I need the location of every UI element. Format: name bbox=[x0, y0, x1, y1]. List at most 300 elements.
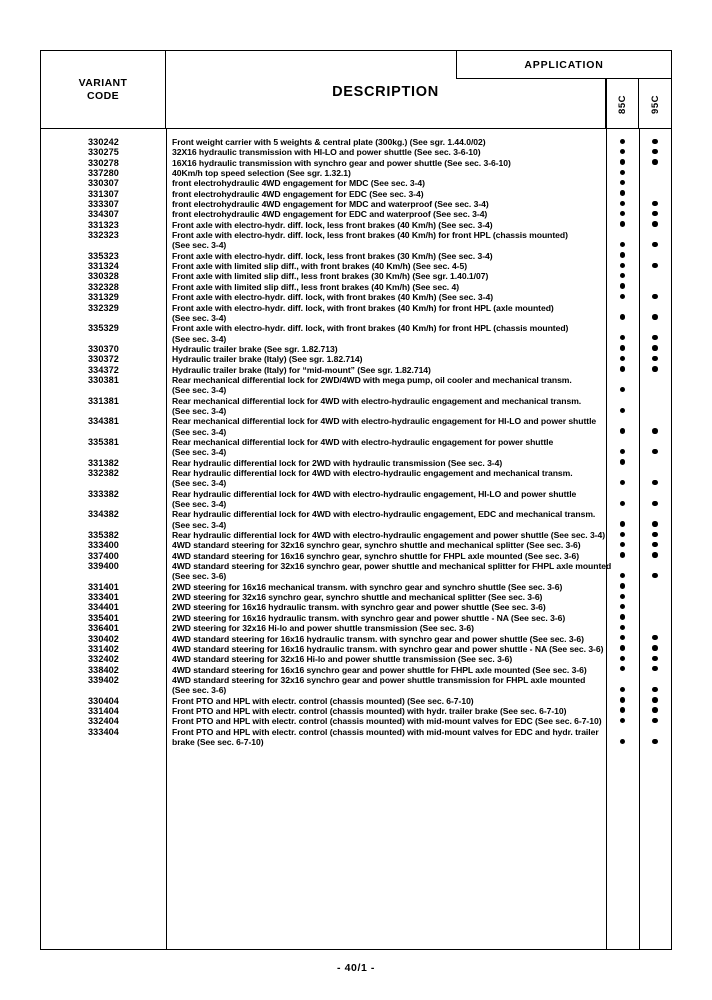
table-row bbox=[41, 685, 671, 695]
filled-dot-icon bbox=[620, 294, 625, 299]
description-cell: (See sec. 3-4) bbox=[172, 426, 227, 437]
description-cell: Rear hydraulic differential lock for 4WD with electro-hydraulic engagement and mechanical transm. bbox=[172, 468, 573, 478]
filled-dot-icon bbox=[620, 656, 625, 661]
filled-dot-icon bbox=[652, 480, 657, 485]
application-marker-85c bbox=[606, 644, 639, 654]
description-cell: (See sec. 3-4) bbox=[172, 447, 227, 458]
description-cell: 2WD steering for 16x16 hydraulic transm. with synchro gear and power shuttle (See sec. 3-6) bbox=[172, 602, 546, 613]
filled-dot-icon bbox=[652, 294, 657, 299]
variant-code-cell: 334372 bbox=[88, 364, 119, 375]
application-marker-85c bbox=[606, 540, 639, 550]
empty-marker bbox=[652, 459, 657, 464]
empty-marker bbox=[652, 511, 657, 516]
variant-code-cell: 333400 bbox=[88, 540, 119, 551]
filled-dot-icon bbox=[620, 635, 625, 640]
table-row bbox=[41, 385, 671, 395]
description-cell: Hydraulic trailer brake (See sgr. 1.82.713) bbox=[172, 343, 338, 354]
table-row bbox=[41, 478, 671, 488]
table-row bbox=[41, 147, 671, 157]
filled-dot-icon bbox=[620, 718, 625, 723]
application-marker-85c bbox=[606, 334, 639, 344]
application-marker-95c bbox=[639, 375, 671, 385]
filled-dot-icon bbox=[620, 408, 625, 413]
application-marker-95c bbox=[639, 520, 671, 530]
table-row bbox=[41, 313, 671, 323]
variant-code-cell: 330370 bbox=[88, 343, 119, 354]
application-marker-95c bbox=[639, 344, 671, 354]
table-row bbox=[41, 230, 671, 240]
application-marker-95c bbox=[639, 696, 671, 706]
variant-code-cell: 334401 bbox=[88, 602, 119, 613]
application-marker-95c bbox=[639, 727, 671, 737]
description-cell: (See sec. 3-4) bbox=[172, 519, 227, 530]
variant-code-cell: 335323 bbox=[88, 250, 119, 261]
description-cell: 32X16 hydraulic transmission with HI-LO and power shuttle (See sec. 3-6-10) bbox=[172, 147, 481, 158]
application-marker-95c bbox=[639, 209, 671, 219]
description-cell: Front axle with electro-hydr. diff. lock, with front brakes (40 Km/h) for front HPL (chassis mounted) bbox=[172, 323, 569, 334]
description-cell: Rear mechanical differential lock for 4WD with electro-hydraulic engagement for power shuttle bbox=[172, 436, 554, 447]
application-marker-95c bbox=[639, 189, 671, 199]
variant-code-cell: 332329 bbox=[88, 302, 119, 313]
filled-dot-icon bbox=[652, 449, 657, 454]
application-marker-95c bbox=[639, 437, 671, 447]
filled-dot-icon bbox=[652, 159, 657, 164]
page-number: - 40/1 - bbox=[336, 962, 376, 974]
variant-code-cell: 331404 bbox=[88, 705, 119, 716]
empty-marker bbox=[620, 470, 625, 475]
application-marker-95c bbox=[639, 323, 671, 333]
empty-marker bbox=[652, 625, 657, 630]
filled-dot-icon bbox=[652, 366, 657, 371]
variant-code-cell: 333307 bbox=[88, 199, 119, 210]
filled-dot-icon bbox=[620, 459, 625, 464]
filled-dot-icon bbox=[620, 707, 625, 712]
application-marker-85c bbox=[606, 623, 639, 633]
filled-dot-icon bbox=[620, 666, 625, 671]
variant-code-cell: 331402 bbox=[88, 643, 119, 654]
description-cell: Hydraulic trailer brake (Italy) for “mid-mount” (See sgr. 1.82.714) bbox=[172, 364, 431, 375]
filled-dot-icon bbox=[620, 387, 625, 392]
empty-marker bbox=[620, 325, 625, 330]
filled-dot-icon bbox=[620, 449, 625, 454]
application-marker-95c bbox=[639, 530, 671, 540]
filled-dot-icon bbox=[652, 645, 657, 650]
variant-code-cell: 330278 bbox=[88, 157, 119, 168]
filled-dot-icon bbox=[620, 283, 625, 288]
application-marker-95c bbox=[639, 427, 671, 437]
filled-dot-icon bbox=[652, 428, 657, 433]
header-cell-model-95c bbox=[639, 79, 671, 129]
application-marker-95c bbox=[639, 334, 671, 344]
application-label: APPLICATION bbox=[524, 58, 604, 71]
application-marker-95c bbox=[639, 313, 671, 323]
empty-marker bbox=[652, 470, 657, 475]
application-marker-95c bbox=[639, 230, 671, 240]
filled-dot-icon bbox=[620, 335, 625, 340]
empty-marker bbox=[652, 583, 657, 588]
application-marker-85c bbox=[606, 571, 639, 581]
application-marker-95c bbox=[639, 447, 671, 457]
table-row bbox=[41, 613, 671, 623]
empty-marker bbox=[652, 180, 657, 185]
filled-dot-icon bbox=[620, 366, 625, 371]
filled-dot-icon bbox=[620, 697, 625, 702]
variant-code-cell: 333401 bbox=[88, 592, 119, 603]
filled-dot-icon bbox=[652, 501, 657, 506]
application-marker-85c bbox=[606, 551, 639, 561]
application-marker-95c bbox=[639, 644, 671, 654]
application-marker-85c bbox=[606, 220, 639, 230]
description-cell: Rear hydraulic differential lock for 4WD with electro-hydraulic engagement, HI-LO and power shuttle bbox=[172, 488, 577, 499]
application-marker-85c bbox=[606, 582, 639, 592]
description-cell: Front axle with electro-hydr. diff. lock, less front brakes (40 Km/h) for front HPL (chassis mounted) bbox=[172, 230, 568, 241]
table-row bbox=[41, 499, 671, 509]
description-cell: Rear mechanical differential lock for 4WD with electro-hydraulic engagement for HI-LO and power shuttle bbox=[172, 416, 597, 427]
description-cell: (See sec. 3-4) bbox=[172, 312, 227, 323]
table-header bbox=[41, 51, 671, 129]
application-marker-85c bbox=[606, 282, 639, 292]
variant-code-cell: 331329 bbox=[88, 292, 119, 303]
filled-dot-icon bbox=[620, 149, 625, 154]
description-cell: Front axle with limited slip diff., with front brakes (40 Km/h) (See sec. 4-5) bbox=[172, 261, 468, 272]
description-label: DESCRIPTION bbox=[332, 83, 439, 100]
variant-code-cell: 335401 bbox=[88, 612, 119, 623]
table-row bbox=[41, 696, 671, 706]
empty-marker bbox=[652, 490, 657, 495]
filled-dot-icon bbox=[620, 521, 625, 526]
description-cell: Rear hydraulic differential lock for 2WD with hydraulic transmission (See sec. 3-4) bbox=[172, 457, 503, 468]
description-cell: (See sec. 3-4) bbox=[172, 333, 227, 344]
table-row bbox=[41, 571, 671, 581]
description-cell: (See sec. 3-4) bbox=[172, 385, 227, 396]
filled-dot-icon bbox=[620, 739, 625, 744]
description-cell: front electrohydraulic 4WD engagement for MDC (See sec. 3-4) bbox=[172, 178, 425, 189]
empty-marker bbox=[652, 728, 657, 733]
application-marker-85c bbox=[606, 675, 639, 685]
variant-code-cell: 335382 bbox=[88, 530, 119, 541]
filled-dot-icon bbox=[620, 604, 625, 609]
application-marker-85c bbox=[606, 685, 639, 695]
description-cell: Front axle with electro-hydr. diff. lock, less front brakes (30 Km/h) (See sec. 3-4) bbox=[172, 250, 493, 261]
empty-marker bbox=[652, 604, 657, 609]
description-cell: 4WD standard steering for 16x16 synchro gear, synchro shuttle for FHPL axle mounted (See sec. 3-6) bbox=[172, 550, 580, 561]
empty-marker bbox=[652, 190, 657, 195]
application-marker-95c bbox=[639, 499, 671, 509]
empty-marker bbox=[652, 397, 657, 402]
filled-dot-icon bbox=[652, 201, 657, 206]
filled-dot-icon bbox=[620, 687, 625, 692]
application-marker-85c bbox=[606, 168, 639, 178]
variant-code-cell: 332382 bbox=[88, 468, 119, 478]
filled-dot-icon bbox=[620, 542, 625, 547]
filled-dot-icon bbox=[652, 718, 657, 723]
application-marker-95c bbox=[639, 551, 671, 561]
application-marker-95c bbox=[639, 385, 671, 395]
application-marker-85c bbox=[606, 137, 639, 147]
application-marker-95c bbox=[639, 675, 671, 685]
table-row bbox=[41, 458, 671, 468]
application-marker-95c bbox=[639, 137, 671, 147]
application-marker-85c bbox=[606, 313, 639, 323]
empty-marker bbox=[652, 232, 657, 237]
variant-code-cell: 330404 bbox=[88, 695, 119, 706]
table-row bbox=[41, 540, 671, 550]
table-row bbox=[41, 644, 671, 654]
description-cell: (See sec. 3-6) bbox=[172, 685, 227, 696]
description-cell: 4WD standard steering for 16x16 synchro gear and power shuttle for FHPL axle mounted (See sec. 3-6) bbox=[172, 664, 587, 675]
variant-code-cell: 333404 bbox=[88, 726, 119, 737]
table-row bbox=[41, 220, 671, 230]
application-marker-85c bbox=[606, 592, 639, 602]
filled-dot-icon bbox=[652, 314, 657, 319]
table-row bbox=[41, 675, 671, 685]
empty-marker bbox=[620, 511, 625, 516]
description-cell: (See sec. 3-4) bbox=[172, 405, 227, 416]
empty-marker bbox=[652, 614, 657, 619]
application-marker-95c bbox=[639, 240, 671, 250]
table-row bbox=[41, 189, 671, 199]
application-marker-95c bbox=[639, 582, 671, 592]
description-cell: Rear hydraulic differential lock for 4WD with electro-hydraulic engagement, EDC and mechanical transm. bbox=[172, 509, 596, 520]
description-cell: Hydraulic trailer brake (Italy) (See sgr. 1.82.714) bbox=[172, 354, 363, 365]
application-marker-85c bbox=[606, 396, 639, 406]
application-marker-95c bbox=[639, 271, 671, 281]
variant-code-cell: 331307 bbox=[88, 188, 119, 199]
description-cell: Front axle with limited slip diff., less front brakes (40 Km/h) (See sec. 4) bbox=[172, 281, 460, 292]
filled-dot-icon bbox=[652, 211, 657, 216]
variant-code-cell: 332402 bbox=[88, 654, 119, 665]
application-marker-85c bbox=[606, 530, 639, 540]
application-marker-95c bbox=[639, 654, 671, 664]
table-row bbox=[41, 303, 671, 313]
application-marker-85c bbox=[606, 478, 639, 488]
filled-dot-icon bbox=[620, 314, 625, 319]
empty-marker bbox=[652, 387, 657, 392]
variant-code-cell: 331381 bbox=[88, 395, 119, 406]
empty-marker bbox=[652, 439, 657, 444]
empty-marker bbox=[652, 594, 657, 599]
filled-dot-icon bbox=[620, 625, 625, 630]
table-row bbox=[41, 137, 671, 147]
variant-code-cell: 330402 bbox=[88, 633, 119, 644]
application-marker-95c bbox=[639, 282, 671, 292]
table-row bbox=[41, 406, 671, 416]
application-marker-95c bbox=[639, 706, 671, 716]
table-row bbox=[41, 737, 671, 747]
application-marker-95c bbox=[639, 478, 671, 488]
empty-marker bbox=[652, 252, 657, 257]
table-row bbox=[41, 209, 671, 219]
application-marker-85c bbox=[606, 654, 639, 664]
application-marker-85c bbox=[606, 292, 639, 302]
application-marker-85c bbox=[606, 199, 639, 209]
filled-dot-icon bbox=[652, 666, 657, 671]
table-row bbox=[41, 158, 671, 168]
table-row bbox=[41, 251, 671, 261]
filled-dot-icon bbox=[620, 594, 625, 599]
application-marker-95c bbox=[639, 147, 671, 157]
empty-marker bbox=[652, 676, 657, 681]
variant-code-cell: 331323 bbox=[88, 219, 119, 230]
description-cell: (See sec. 3-4) bbox=[172, 240, 227, 251]
application-marker-85c bbox=[606, 240, 639, 250]
table-row bbox=[41, 282, 671, 292]
description-cell: (See sec. 3-6) bbox=[172, 571, 227, 582]
application-marker-95c bbox=[639, 406, 671, 416]
application-marker-85c bbox=[606, 344, 639, 354]
application-marker-85c bbox=[606, 354, 639, 364]
empty-marker bbox=[652, 563, 657, 568]
application-marker-95c bbox=[639, 613, 671, 623]
filled-dot-icon bbox=[620, 263, 625, 268]
model-label-95c: 95C bbox=[649, 94, 661, 114]
variant-application-table bbox=[40, 50, 672, 950]
filled-dot-icon bbox=[620, 211, 625, 216]
variant-code-cell: 335381 bbox=[88, 436, 119, 447]
filled-dot-icon bbox=[620, 345, 625, 350]
table-row bbox=[41, 178, 671, 188]
empty-marker bbox=[620, 439, 625, 444]
table-row bbox=[41, 582, 671, 592]
table-row bbox=[41, 354, 671, 364]
application-marker-95c bbox=[639, 199, 671, 209]
filled-dot-icon bbox=[652, 697, 657, 702]
description-cell: Front weight carrier with 5 weights & central plate (300kg.) (See sgr. 1.44.0/02) bbox=[172, 137, 486, 147]
application-marker-95c bbox=[639, 592, 671, 602]
variant-code-cell: 330307 bbox=[88, 178, 119, 189]
application-marker-85c bbox=[606, 158, 639, 168]
filled-dot-icon bbox=[652, 139, 657, 144]
variant-code-cell: 335329 bbox=[88, 323, 119, 334]
filled-dot-icon bbox=[652, 345, 657, 350]
application-marker-95c bbox=[639, 561, 671, 571]
variant-code-cell: 334381 bbox=[88, 416, 119, 427]
application-marker-95c bbox=[639, 737, 671, 747]
empty-marker bbox=[652, 283, 657, 288]
variant-code-cell: 337280 bbox=[88, 168, 119, 179]
application-marker-95c bbox=[639, 158, 671, 168]
table-row bbox=[41, 292, 671, 302]
application-marker-95c bbox=[639, 458, 671, 468]
application-marker-85c bbox=[606, 696, 639, 706]
application-marker-85c bbox=[606, 365, 639, 375]
filled-dot-icon bbox=[652, 739, 657, 744]
description-cell: (See sec. 3-4) bbox=[172, 499, 227, 510]
description-cell: Front axle with electro-hydr. diff. lock, with front brakes (40 Km/h) for front HPL (axle mounted) bbox=[172, 302, 554, 313]
empty-marker bbox=[620, 728, 625, 733]
application-marker-85c bbox=[606, 602, 639, 612]
variant-code-cell: 339400 bbox=[88, 561, 119, 572]
filled-dot-icon bbox=[652, 552, 657, 557]
table-row bbox=[41, 271, 671, 281]
filled-dot-icon bbox=[652, 542, 657, 547]
variant-code-cell: 331382 bbox=[88, 457, 119, 468]
description-cell: 2WD steering for 16x16 mechanical transm. with synchro gear and synchro shuttle (See sec. 3-6) bbox=[172, 581, 563, 592]
application-marker-85c bbox=[606, 437, 639, 447]
empty-marker bbox=[652, 304, 657, 309]
table-row bbox=[41, 375, 671, 385]
empty-marker bbox=[652, 376, 657, 381]
filled-dot-icon bbox=[652, 149, 657, 154]
empty-marker bbox=[620, 232, 625, 237]
variant-code-cell: 330275 bbox=[88, 147, 119, 158]
filled-dot-icon bbox=[620, 532, 625, 537]
application-marker-95c bbox=[639, 220, 671, 230]
variant-code-cell: 330242 bbox=[88, 137, 119, 147]
description-cell: (See sec. 3-4) bbox=[172, 478, 227, 489]
table-row bbox=[41, 437, 671, 447]
filled-dot-icon bbox=[620, 159, 625, 164]
description-cell: front electrohydraulic 4WD engagement for EDC and waterproof (See sec. 3-4) bbox=[172, 209, 488, 220]
variant-code-cell: 337400 bbox=[88, 550, 119, 561]
table-row bbox=[41, 334, 671, 344]
filled-dot-icon bbox=[620, 221, 625, 226]
variant-code-cell: 331324 bbox=[88, 261, 119, 272]
variant-code-label-line1: VARIANT bbox=[78, 76, 128, 89]
description-cell: 4WD standard steering for 32x16 synchro gear, synchro shuttle and mechanical splitter (See sec. 3-6) bbox=[172, 540, 581, 551]
application-marker-85c bbox=[606, 147, 639, 157]
table-row bbox=[41, 509, 671, 519]
table-rows bbox=[41, 137, 671, 747]
variant-code-cell: 332323 bbox=[88, 230, 119, 241]
variant-code-cell: 330372 bbox=[88, 354, 119, 365]
variant-code-cell: 339402 bbox=[88, 674, 119, 685]
application-marker-95c bbox=[639, 509, 671, 519]
filled-dot-icon bbox=[620, 573, 625, 578]
empty-marker bbox=[620, 397, 625, 402]
table-row bbox=[41, 561, 671, 571]
description-cell: 4WD standard steering for 16x16 hydraulic transm. with synchro gear and power shuttle - NA (See sec. 3-6) bbox=[172, 643, 604, 654]
application-marker-95c bbox=[639, 261, 671, 271]
variant-code-label-line2: CODE bbox=[87, 89, 119, 102]
table-row bbox=[41, 623, 671, 633]
table-row bbox=[41, 427, 671, 437]
table-row bbox=[41, 240, 671, 250]
application-marker-85c bbox=[606, 406, 639, 416]
application-marker-85c bbox=[606, 427, 639, 437]
application-marker-85c bbox=[606, 706, 639, 716]
application-marker-95c bbox=[639, 716, 671, 726]
application-marker-85c bbox=[606, 716, 639, 726]
filled-dot-icon bbox=[620, 645, 625, 650]
application-marker-85c bbox=[606, 665, 639, 675]
application-marker-85c bbox=[606, 520, 639, 530]
table-row bbox=[41, 396, 671, 406]
application-marker-85c bbox=[606, 561, 639, 571]
application-marker-85c bbox=[606, 499, 639, 509]
empty-marker bbox=[620, 676, 625, 681]
filled-dot-icon bbox=[652, 707, 657, 712]
variant-code-cell: 332404 bbox=[88, 716, 119, 727]
application-marker-95c bbox=[639, 602, 671, 612]
description-cell: Front PTO and HPL with electr. control (chassis mounted) with mid-mount valves for EDC and hydr. trailer bbox=[172, 726, 599, 737]
table-row bbox=[41, 530, 671, 540]
empty-marker bbox=[620, 376, 625, 381]
table-row bbox=[41, 520, 671, 530]
filled-dot-icon bbox=[620, 252, 625, 257]
description-cell: front electrohydraulic 4WD engagement for EDC (See sec. 3-4) bbox=[172, 188, 424, 199]
application-marker-95c bbox=[639, 623, 671, 633]
description-cell: Rear mechanical differential lock for 4WD with electro-hydraulic engagement and mechanical transm. bbox=[172, 395, 582, 406]
table-row bbox=[41, 323, 671, 333]
filled-dot-icon bbox=[620, 552, 625, 557]
variant-code-cell: 334382 bbox=[88, 509, 119, 520]
model-label-85c: 85C bbox=[617, 94, 628, 114]
filled-dot-icon bbox=[620, 139, 625, 144]
description-cell: Front PTO and HPL with electr. control (chassis mounted) with hydr. trailer brake (See sec. 6-7-10) bbox=[172, 705, 567, 716]
variant-code-cell: 332328 bbox=[88, 281, 119, 292]
application-marker-85c bbox=[606, 271, 639, 281]
